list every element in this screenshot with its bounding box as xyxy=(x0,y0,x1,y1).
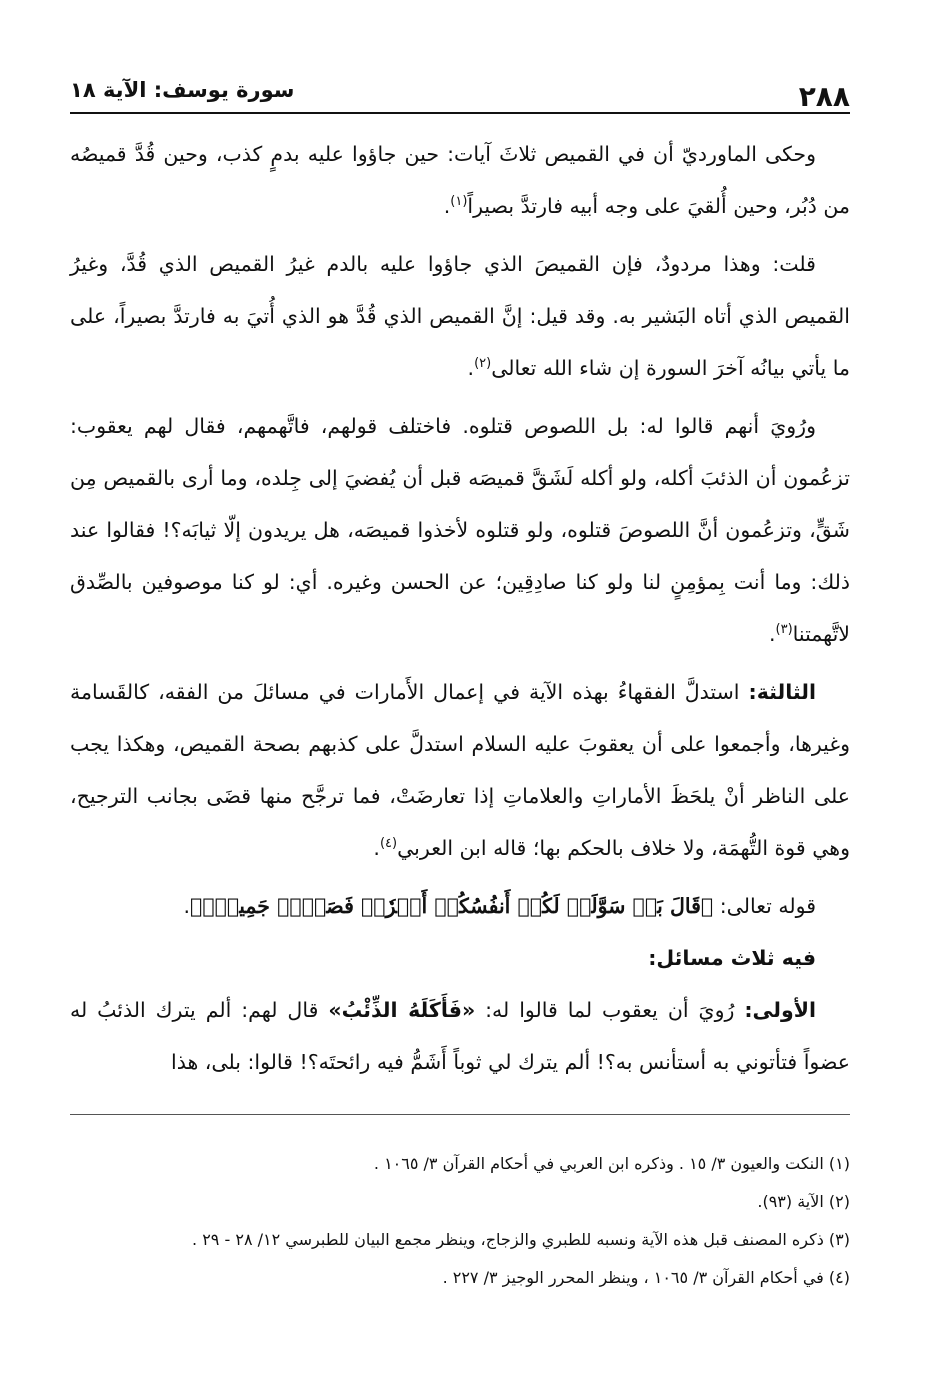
paragraph-text: وحكى الماورديّ أن في القميص ثلاثَ آيات: حين جاؤوا عليه بدمٍ كذب، وحين قُدَّ قميصُه من دُبُر، وحين أُلقيَ على وجه أبيه فارتدَّ بصيراً xyxy=(70,142,850,218)
paragraph-text: رُويَ أن يعقوب لما قالوا له: xyxy=(475,998,745,1022)
page-header xyxy=(70,62,850,114)
paragraph-end: . xyxy=(373,836,380,860)
footnote-separator xyxy=(70,1114,850,1115)
quoted-verse: «فَأَكَلَهُ الذِّئْبُ» xyxy=(328,998,476,1022)
footnote-3: (٣) ذكره المصنف قبل هذه الآية ونسبه للطبري والزجاج، وينظر مجمع البيان للطبرسي ١٢/ ٢٨ - ٢٩ . xyxy=(192,1230,850,1249)
paragraph-end: . xyxy=(443,194,451,218)
paragraph-text: استدلَّ الفقهاءُ بهذه الآية في إعمال الأَمارات في مسائلَ من الفقه، كالقَسامة وغيرها، وأجمعوا على أن يعقوبَ عليه السلام استدلَّ على كذبهم بصحة القميص، وهكذا يجب على الناظر أنْ يلحَظَ الأماراتِ والعلاماتِ إذا تعارضَتْ، فما ترجَّح منها قضَى بجانب الترجيح، وهي قوة التُّهمَة، ولا خلاف بالحكم بها؛ قاله ابن العربي xyxy=(70,680,850,860)
paragraph-end: . xyxy=(769,622,776,646)
issue-label: الثالثة: xyxy=(748,680,816,704)
footnote-ref: (١) xyxy=(450,194,468,210)
paragraph-text: ورُويَ أنهم قالوا له: بل اللصوص قتلوه. فاختلف قولهم، فاتَّهمهم، فقال لهم يعقوب: تزعُمون أن الذئبَ أكله، ولو أكله لَشَقَّ قميصَه قبل أن يُفضيَ إلى جِلده، وما أرى بالقميص مِن شَقٍّ، وتزعُمون أنَّ اللصوصَ قتلوه، ولو قتلوه لأخذوا قميصَه، هل يريدون إلّا ثيابَه؟! فقالوا عند ذلك: وما أنت بِمؤمِنٍ لنا ولو كنا صادِقِين؛ عن الحسن وغيره. أي: لو كنا موصوفين بالصِّدق لاتَّهمتنا xyxy=(70,414,850,646)
running-title: سورة يوسف: الآية ١٨ xyxy=(70,78,295,102)
issue-label: الأولى: xyxy=(744,998,816,1022)
paragraph-end: . xyxy=(467,356,475,380)
paragraph-text: قلت: وهذا مردودٌ، فإن القميصَ الذي جاؤوا عليه بالدم غيرُ القميص الذي قُدَّ، وغيرُ القميص الذي أتاه البَشير به. وقد قيل: إنَّ القميص الذي قُدَّ هو الذي أُتيَ به فارتدَّ بصيراً، على ما يأتي بيانُه آخرَ السورة إن شاء الله تعالى xyxy=(70,252,850,380)
footnote-ref: (٤) xyxy=(379,836,398,852)
paragraph-third-issue xyxy=(70,666,850,874)
footnote-4: (٤) في أحكام القرآن ٣/ ١٠٦٥ ، وينظر المحرر الوجيز ٣/ ٢٢٧ . xyxy=(442,1268,850,1287)
footnotes xyxy=(70,1145,850,1297)
verse-end: . xyxy=(183,894,191,918)
footnote-ref: (٢) xyxy=(474,356,492,372)
paragraph-narration xyxy=(70,400,850,660)
paragraph-author-reply xyxy=(70,238,850,394)
paragraph-text-continued: قال لهم: ألم يترك الذئبُ له عضواً فتأتوني به أستأنس به؟! ألم يترك لي ثوباً أَشَمُّ فيه رائحتَه؟! قالوا: بلى، هذا xyxy=(70,998,850,1074)
page-number: ٢٨٨ xyxy=(798,80,850,113)
quran-verse: ﴿قَالَ بَلۡ سَوَّلَتۡ لَكُمۡ أَنفُسُكُمۡ أَمۡرٗاۖ فَصَبۡرٞ جَمِيلٞۖ﴾ xyxy=(190,894,714,918)
section-heading: فيه ثلاث مسائل: xyxy=(648,946,816,970)
verse-line xyxy=(70,880,850,932)
main-text xyxy=(70,128,850,1088)
book-page xyxy=(70,62,850,1297)
verse-intro: قوله تعالى: xyxy=(719,894,816,918)
footnote-1: (١) النكت والعيون ٣/ ١٥ . وذكره ابن العربي في أحكام القرآن ٣/ ١٠٦٥ . xyxy=(373,1154,850,1173)
paragraph-mawardi xyxy=(70,128,850,232)
paragraph-first-issue xyxy=(70,984,850,1088)
footnote-2: (٢) الآية (٩٣). xyxy=(757,1192,850,1211)
footnote-ref: (٣) xyxy=(775,622,793,638)
